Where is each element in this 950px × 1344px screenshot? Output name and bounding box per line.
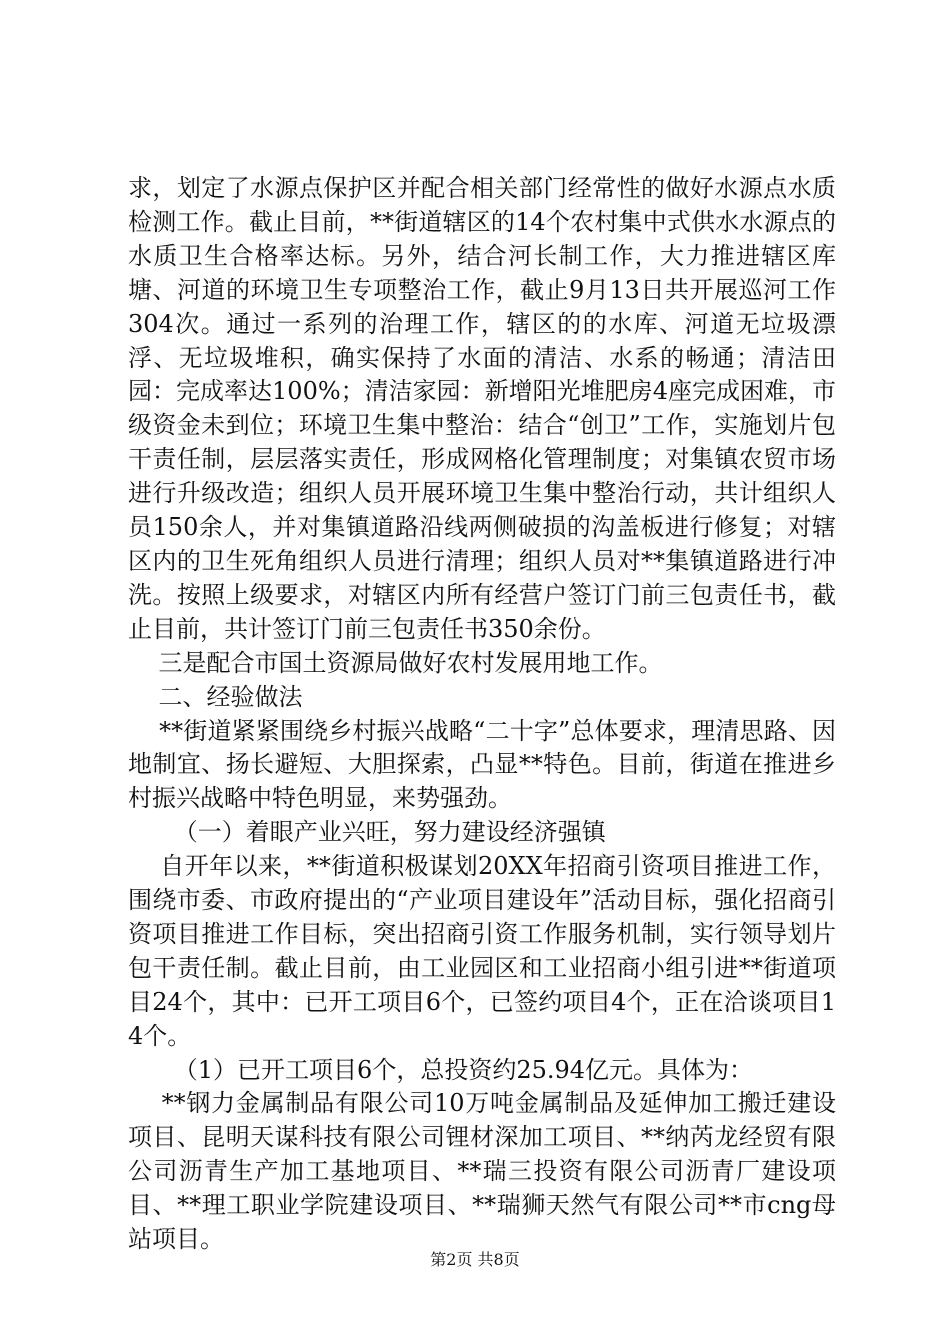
item-heading-started-projects: （1）已开工项目6个，总投资约25.94亿元。具体为： (128, 1055, 754, 1084)
paragraph-land-use: 三是配合市国土资源局做好农村发展用地工作。 (128, 648, 663, 677)
paragraph-water-sanitation: 求，划定了水源点保护区并配合相关部门经常性的做好水源点水质检测工作。截止目前，**街道辖区的14个农村集中式供水水源点的水质卫生合格率达标。另外，结合河长制工作，大力推进辖区库塘、河道的环境卫生专项整治工作，截止9月13日共开展巡河工作304次。通过一系列的治理工作，辖区的的水库、河道无垃圾漂浮、无垃圾堆积，确实保持了水面的清洁、水系的畅通；清洁田园：完成率达100%；清洁家园：新增阳光堆肥房4座完成困难，市级资金未到位；环境卫生集中整治：结合“创卫”工作，实施划片包干责任制，层层落实责任，形成网格化管理制度；对集镇农贸市场进行升级改造；组织人员开展环境卫生集中整治行动，共计组织人员150余人，并对集镇道路沿线两侧破损的沟盖板进行修复；对辖区内的卫生死角组织人员进行清理；组织人员对**集镇道路进行冲洗。按照上级要求，对辖区内所有经营户签订门前三包责任书，截止目前，共计签订门前三包责任书350余份。 (128, 174, 836, 643)
section-heading-experience: 二、经验做法 (128, 682, 303, 711)
document-body (128, 172, 836, 1257)
paragraph-investment-projects: 自开年以来，**街道积极谋划20XX年招商引资项目推进工作，围绕市委、市政府提出的“产业项目建设年”活动目标，强化招商引资项目推进工作目标，突出招商引资工作服务机制，实行领导划片包干责任制。截止目前，由工业园区和工业招商小组引进**街道项目24个，其中：已开工项目6个，已签约项目4个，正在洽谈项目14个。 (128, 852, 836, 1050)
paragraph-project-list: **钢力金属制品有限公司10万吨金属制品及延伸加工搬迁建设项目、昆明天谋科技有限公司锂材深加工项目、**纳芮龙经贸有限公司沥青生产加工基地项目、**瑞三投资有限公司沥青厂建设项目、**理工职业学院建设项目、**瑞狮天然气有限公司**市cng母站项目。 (128, 1089, 836, 1254)
subsection-heading-industry: （一）着眼产业兴旺，努力建设经济强镇 (128, 818, 606, 847)
page-number-footer: 第2页 共8页 (430, 1250, 520, 1269)
paragraph-strategy-overview: **街道紧紧围绕乡村振兴战略“二十字”总体要求，理清思路、因地制宜、扬长避短、大胆探索，凸显**特色。目前，街道在推进乡村振兴战略中特色明显，来势强劲。 (128, 716, 836, 813)
